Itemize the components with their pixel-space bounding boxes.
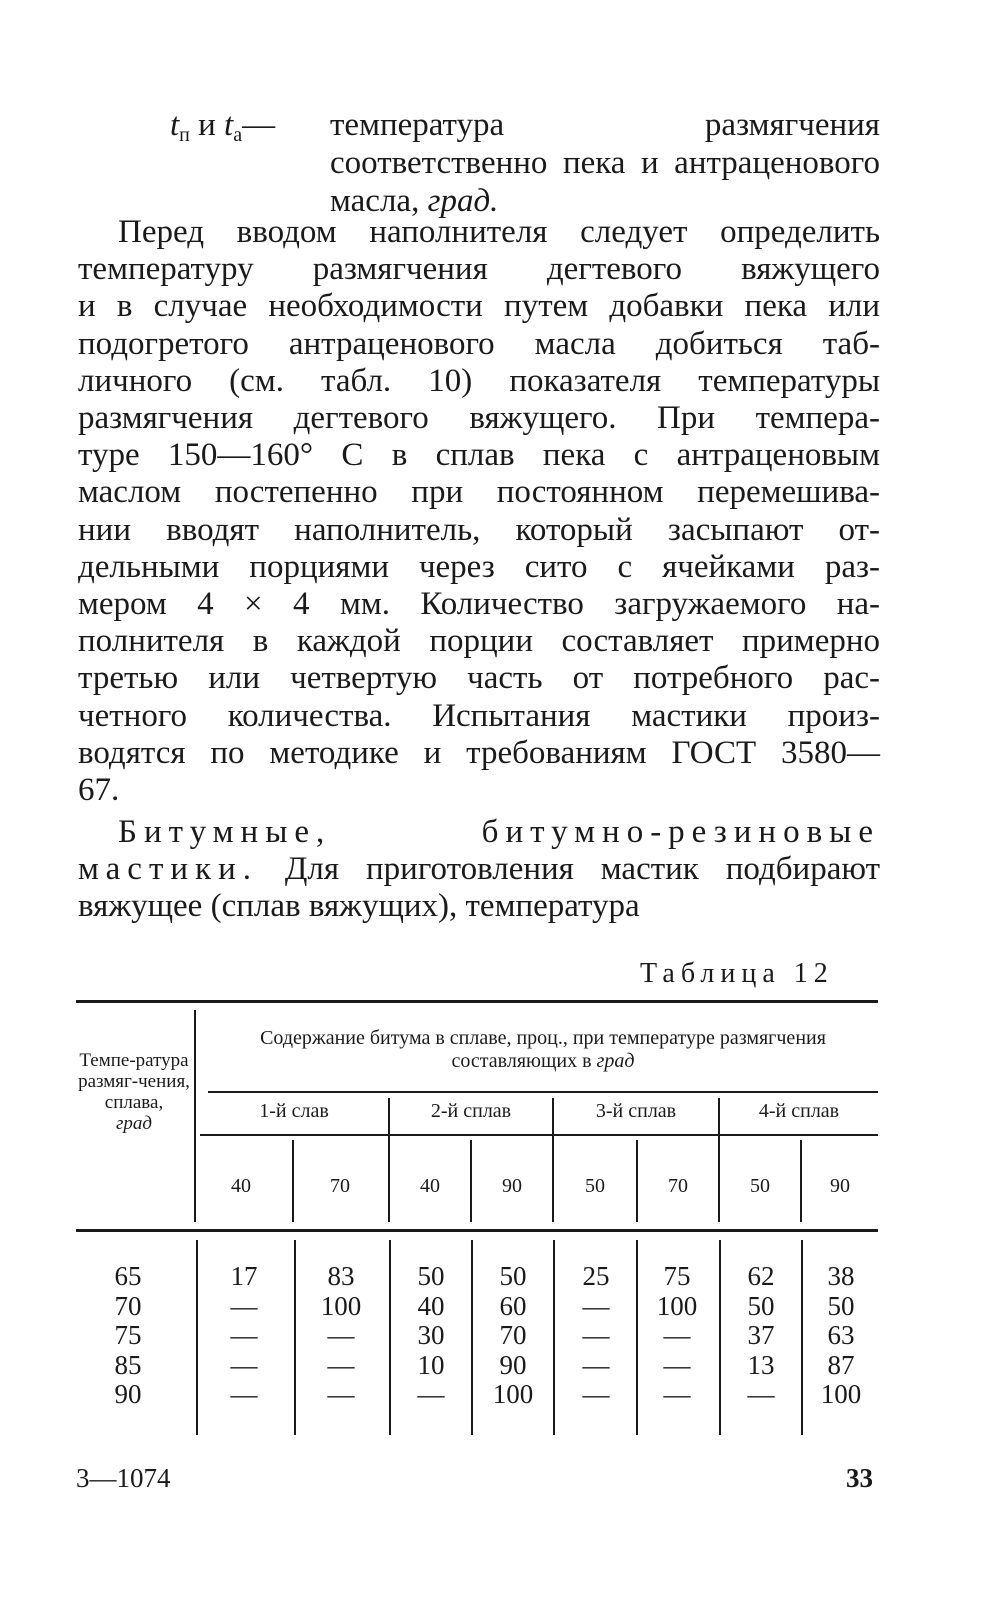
paragraph-bitumen-mastics bbox=[78, 814, 880, 926]
table-cell: 100 bbox=[820, 1379, 862, 1409]
table-cell: — bbox=[230, 1379, 258, 1409]
table-cell: — bbox=[582, 1320, 610, 1350]
alloy-header: 4-й сплав bbox=[758, 1100, 840, 1122]
component-temp: 40 bbox=[420, 1175, 440, 1197]
table-cell: 50 bbox=[417, 1261, 445, 1291]
table-cell: — bbox=[327, 1320, 355, 1350]
row-temperature: 75 bbox=[114, 1320, 142, 1350]
table-cell: 70 bbox=[499, 1320, 527, 1350]
table-cell: 83 bbox=[327, 1261, 355, 1291]
legend-symbols: $t_п$ и $t_а—$ bbox=[170, 107, 276, 146]
paragraph-mixing-procedure bbox=[78, 214, 880, 809]
table-cell: — bbox=[230, 1320, 258, 1350]
paragraph-line: водятся по методике и требованиям ГОСТ 3580— bbox=[78, 734, 880, 771]
row-temperature: 65 bbox=[114, 1261, 142, 1291]
paragraph-line: температуру размягчения дегтевого вяжущего bbox=[78, 251, 880, 288]
table-top-rule bbox=[76, 1000, 878, 1003]
table-cell: — bbox=[230, 1349, 258, 1380]
table-cell: — bbox=[582, 1379, 610, 1409]
body-vline bbox=[801, 1240, 803, 1435]
row-header-unit: град bbox=[115, 1113, 153, 1134]
column-group-header-text: Содержание битума в сплаве, проц., при температуре размягчения составляющих в bbox=[260, 1027, 826, 1072]
paragraph-line: туре 150—160° С в сплав пека с антраценовым bbox=[78, 437, 880, 474]
table-cell: — bbox=[327, 1349, 355, 1380]
body-vline bbox=[719, 1240, 721, 1435]
row-header-text: Темпе-ратура размяг-чения, сплава, bbox=[78, 1050, 190, 1113]
row-header bbox=[78, 1050, 190, 1134]
header-vline bbox=[194, 1010, 196, 1222]
table-cell: 13 bbox=[747, 1349, 775, 1380]
table-cell: 100 bbox=[492, 1379, 534, 1409]
column-group-header bbox=[208, 1027, 878, 1073]
paragraph-line: и в случае необходимости путем добавки пека или bbox=[78, 288, 880, 325]
table-cell: 37 bbox=[747, 1320, 775, 1350]
table-cell: — bbox=[327, 1379, 355, 1409]
table-cell: — bbox=[663, 1379, 691, 1409]
header-bottom-rule bbox=[76, 1229, 878, 1232]
table-cell: 38 bbox=[827, 1261, 855, 1291]
row-temperature: 70 bbox=[114, 1290, 142, 1321]
header-divider-rule bbox=[208, 1091, 878, 1093]
component-temp: 40 bbox=[231, 1175, 251, 1197]
table-cell: 30 bbox=[417, 1320, 445, 1350]
table-cell: 90 bbox=[499, 1349, 527, 1380]
table-cell: — bbox=[663, 1349, 691, 1380]
legend-dash: — bbox=[242, 107, 276, 143]
signature-mark: 3—1074 bbox=[76, 1463, 171, 1493]
component-temp: 70 bbox=[330, 1175, 350, 1197]
component-temp: 90 bbox=[502, 1175, 522, 1197]
paragraph-text: Для приготовления мастик подбирают вяжущее (сплав вяжущих), температура bbox=[78, 851, 881, 925]
paragraph-line: маслом постепенно при постоянном перемешива- bbox=[78, 474, 880, 511]
alloy-divider-rule bbox=[200, 1134, 878, 1136]
table-cell: 25 bbox=[582, 1261, 610, 1291]
paragraph-line: полнителя в каждой порции составляет примерно bbox=[78, 623, 880, 660]
paragraph-line: 67. bbox=[78, 772, 120, 809]
row-temperature: 90 bbox=[114, 1379, 142, 1409]
section-heading: Битумные, битумно-резиновые мастики. bbox=[78, 814, 880, 888]
paragraph-line: подогретого антраценового масла добиться таб- bbox=[78, 325, 880, 362]
body-vline bbox=[471, 1240, 473, 1435]
paragraph-line: мером 4 × 4 мм. Количество загружаемого на- bbox=[78, 586, 880, 623]
table-cell: 50 bbox=[747, 1290, 775, 1321]
table-cell: 63 bbox=[827, 1320, 855, 1350]
table-cell: — bbox=[417, 1379, 445, 1409]
table-cell: — bbox=[582, 1290, 610, 1321]
paragraph-line: нии вводят наполнитель, который засыпают от- bbox=[78, 511, 880, 548]
legend-unit: град. bbox=[427, 183, 499, 219]
table-cell: 100 bbox=[656, 1290, 698, 1321]
alloy-header: 2-й сплав bbox=[430, 1100, 512, 1122]
alloy-header: 1-й слав bbox=[259, 1100, 329, 1122]
paragraph-line: личного (см. табл. 10) показателя температуры bbox=[78, 362, 880, 399]
paragraph-line: третью или четвертую часть от потребного рас- bbox=[78, 660, 880, 697]
paragraph-line: дельными порциями через сито с ячейками раз- bbox=[78, 548, 880, 585]
alloy-header: 3-й сплав bbox=[595, 1100, 677, 1122]
component-temp: 90 bbox=[830, 1175, 850, 1197]
table-cell: — bbox=[663, 1320, 691, 1350]
component-temp: 50 bbox=[750, 1175, 770, 1197]
table-cell: 100 bbox=[320, 1290, 362, 1321]
table-caption: Таблица 12 bbox=[640, 958, 834, 989]
table-cell: 62 bbox=[747, 1261, 775, 1291]
table-cell: 60 bbox=[499, 1290, 527, 1321]
table-cell: — bbox=[230, 1290, 258, 1321]
column-group-header-unit: град bbox=[596, 1050, 635, 1072]
paragraph-line: четного количества. Испытания мастики произ- bbox=[78, 697, 880, 734]
body-vline bbox=[553, 1240, 555, 1435]
table-cell: — bbox=[582, 1349, 610, 1380]
component-temp: 70 bbox=[668, 1175, 688, 1197]
table-cell: 10 bbox=[417, 1349, 445, 1380]
row-temperature: 85 bbox=[114, 1349, 142, 1380]
legend-description bbox=[330, 106, 880, 220]
legend-description-text: температура размягчения соответственно пека и антраценового масла, bbox=[330, 107, 880, 219]
table-cell: 87 bbox=[827, 1349, 855, 1380]
paragraph-line: размягчения дегтевого вяжущего. При темпера- bbox=[78, 400, 880, 437]
table-cell: 17 bbox=[230, 1261, 258, 1291]
page-number: 33 bbox=[846, 1463, 873, 1493]
table-cell: 50 bbox=[827, 1290, 855, 1321]
body-vline bbox=[389, 1240, 391, 1435]
table-cell: — bbox=[747, 1379, 775, 1409]
table-cell: 50 bbox=[499, 1261, 527, 1291]
component-temp: 50 bbox=[585, 1175, 605, 1197]
table-cell: 75 bbox=[663, 1261, 691, 1291]
body-vline bbox=[196, 1240, 198, 1435]
paragraph-line: Перед вводом наполнителя следует определить bbox=[118, 214, 880, 250]
table-cell: 40 bbox=[417, 1290, 445, 1321]
